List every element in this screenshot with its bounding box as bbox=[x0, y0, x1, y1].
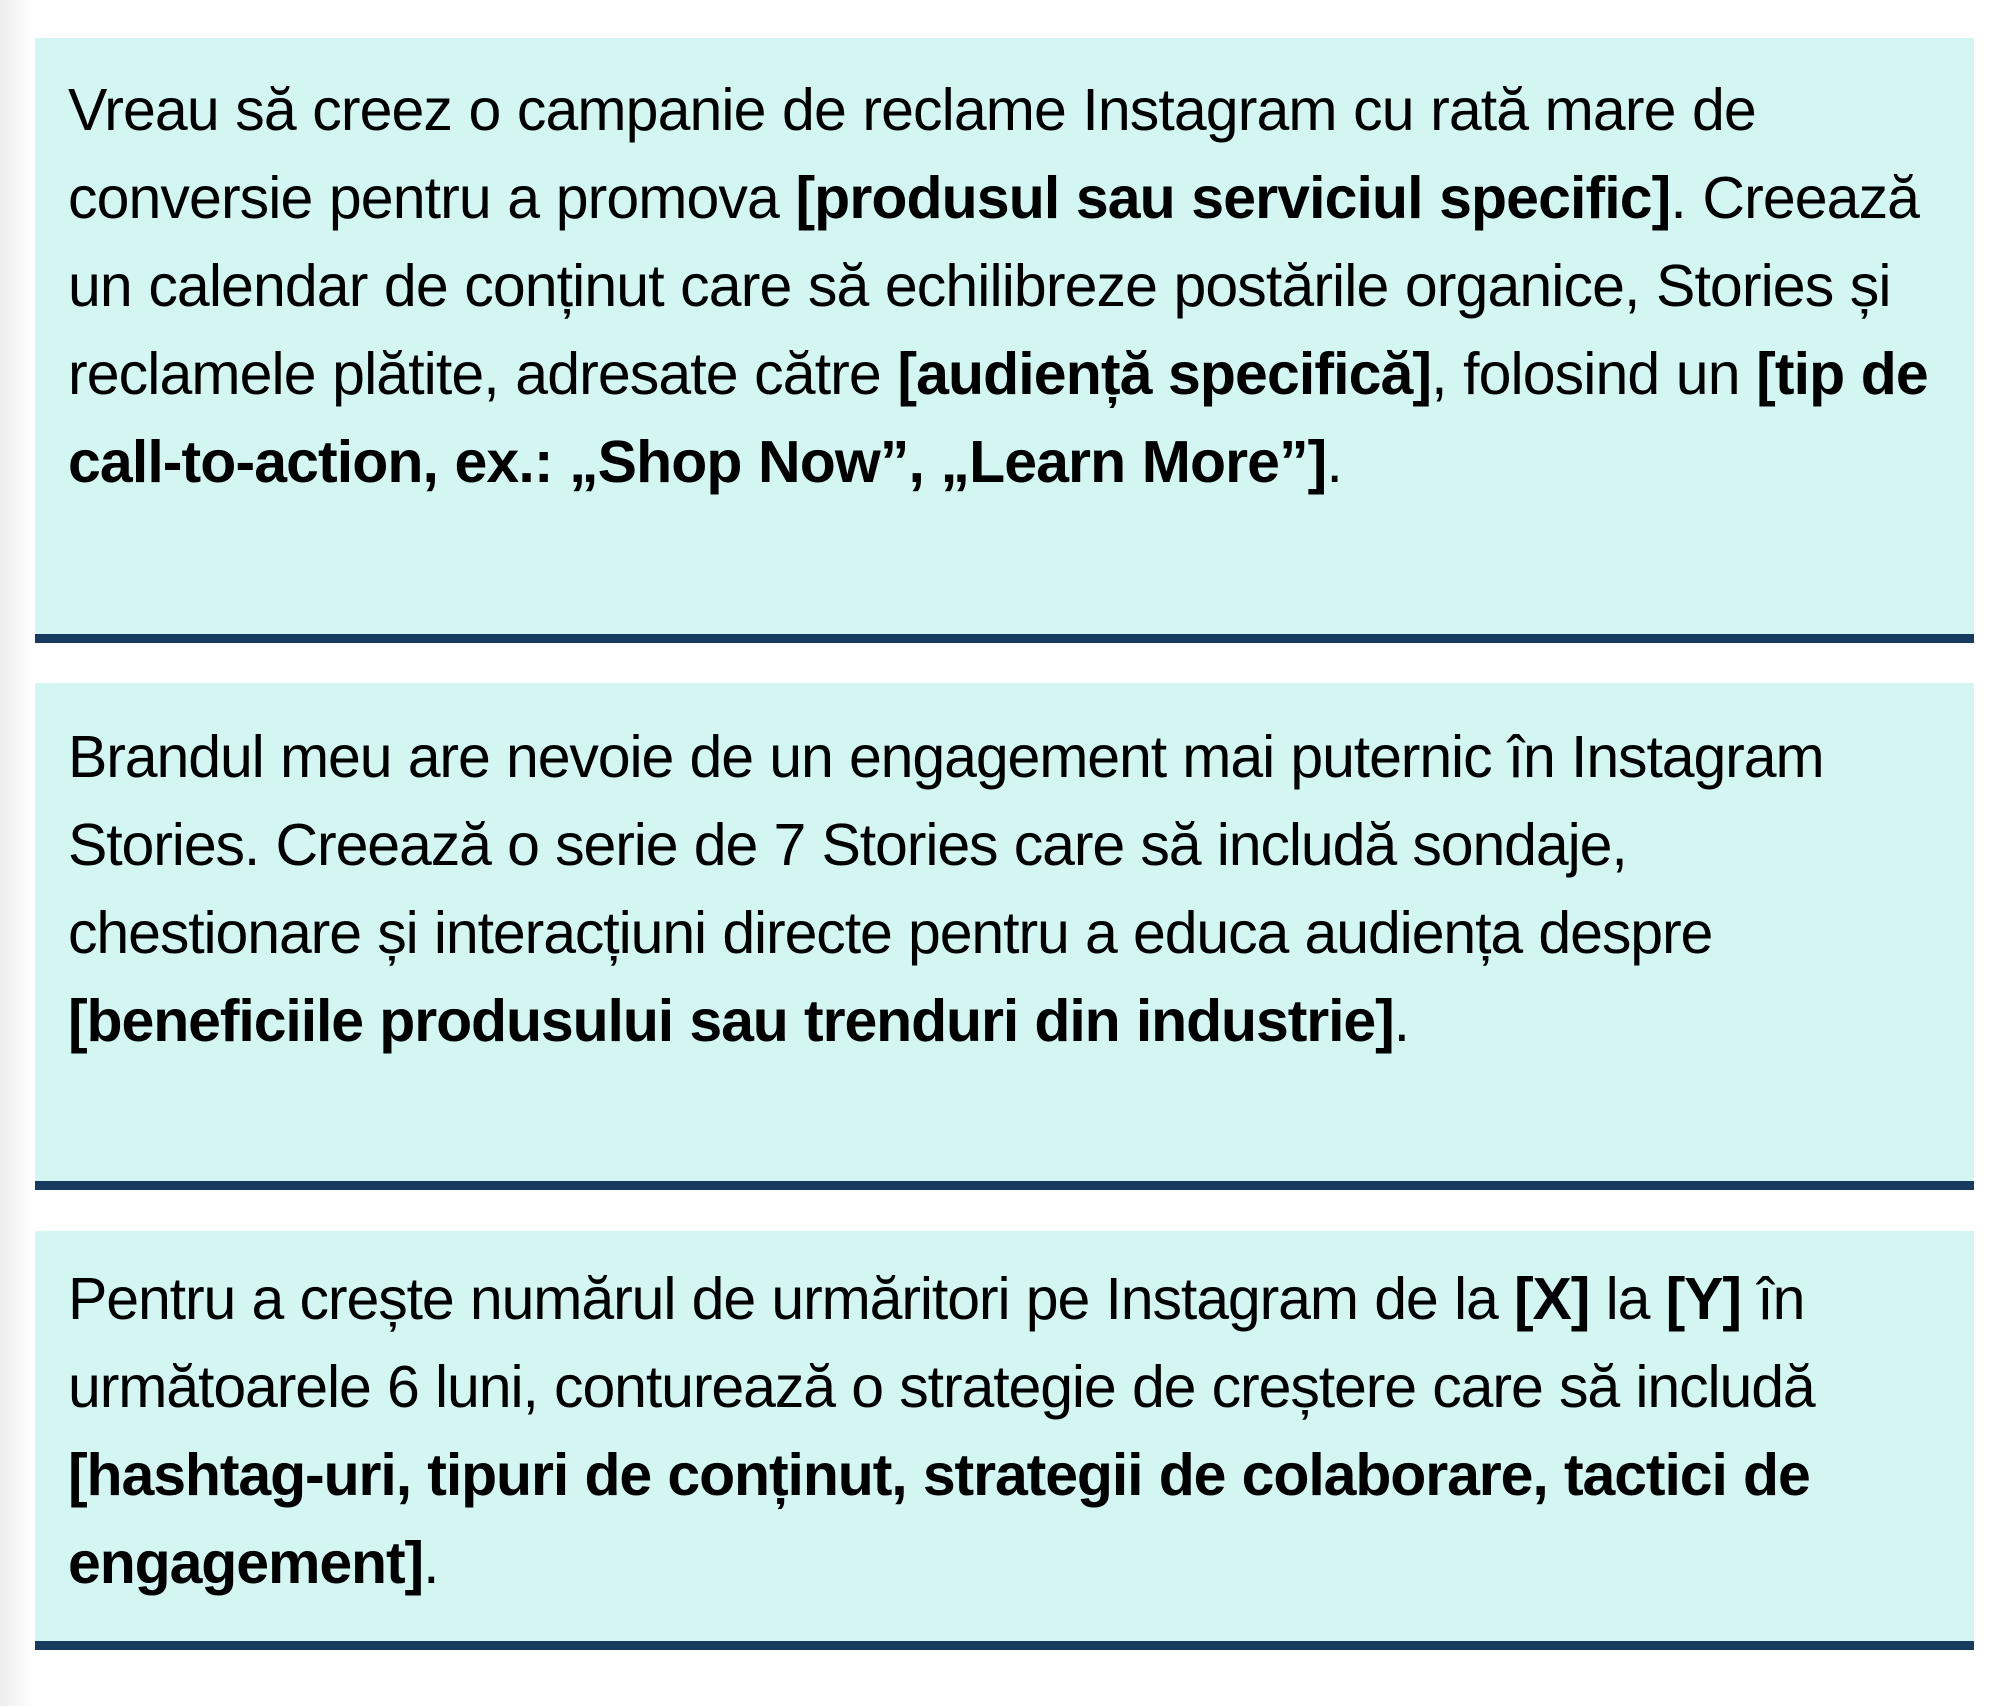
prompt-text-segment: Pentru a crește numărul de urmăritori pe Instagram de la bbox=[68, 1266, 1514, 1332]
prompt-card-3 bbox=[35, 1231, 1974, 1650]
placeholder-tactics: [hashtag-uri, tipuri de conținut, strategii de colaborare, tactici de engagement] bbox=[68, 1442, 1810, 1596]
prompt-text bbox=[68, 713, 1934, 1065]
placeholder-audience: [audiență specifică] bbox=[897, 341, 1432, 407]
prompt-text-segment: Brandul meu are nevoie de un engagement mai puternic în Instagram Stories. Creează o serie de 7 Stories care să includă sondaje, chestionare și interacțiuni directe pentru a educa audiența despre bbox=[68, 724, 1824, 966]
placeholder-topic: [beneficiile produsului sau trenduri din industrie] bbox=[68, 988, 1394, 1054]
prompt-text bbox=[68, 1255, 1934, 1607]
prompt-text-segment: . bbox=[423, 1530, 439, 1596]
prompt-text-segment: în următoarele 6 luni, conturează o strategie de creștere care să includă bbox=[68, 1266, 1815, 1420]
prompt-card-1 bbox=[35, 38, 1974, 643]
prompt-text-segment: , folosind un bbox=[1431, 341, 1757, 407]
prompt-text-segment: la bbox=[1589, 1266, 1666, 1332]
prompt-text-segment: . bbox=[1393, 988, 1409, 1054]
placeholder-product: [produsul sau serviciul specific] bbox=[795, 165, 1671, 231]
placeholder-y: [Y] bbox=[1665, 1266, 1741, 1332]
left-edge-shadow bbox=[0, 0, 34, 1706]
placeholder-x: [X] bbox=[1513, 1266, 1590, 1332]
placeholder-cta: [tip de call-to-action, ex.: „Shop Now”, „Learn More”] bbox=[68, 341, 1928, 495]
prompt-text-segment: Vreau să creez o campanie de reclame Instagram cu rată mare de conversie pentru a promova bbox=[68, 77, 1756, 231]
prompt-text bbox=[68, 66, 1934, 506]
prompt-card-2 bbox=[35, 683, 1974, 1190]
prompt-text-segment: . bbox=[1326, 429, 1342, 495]
prompt-text-segment: . Creează un calendar de conținut care să echilibreze postările organice, Stories și reclamele plătite, adresate către bbox=[68, 165, 1920, 407]
